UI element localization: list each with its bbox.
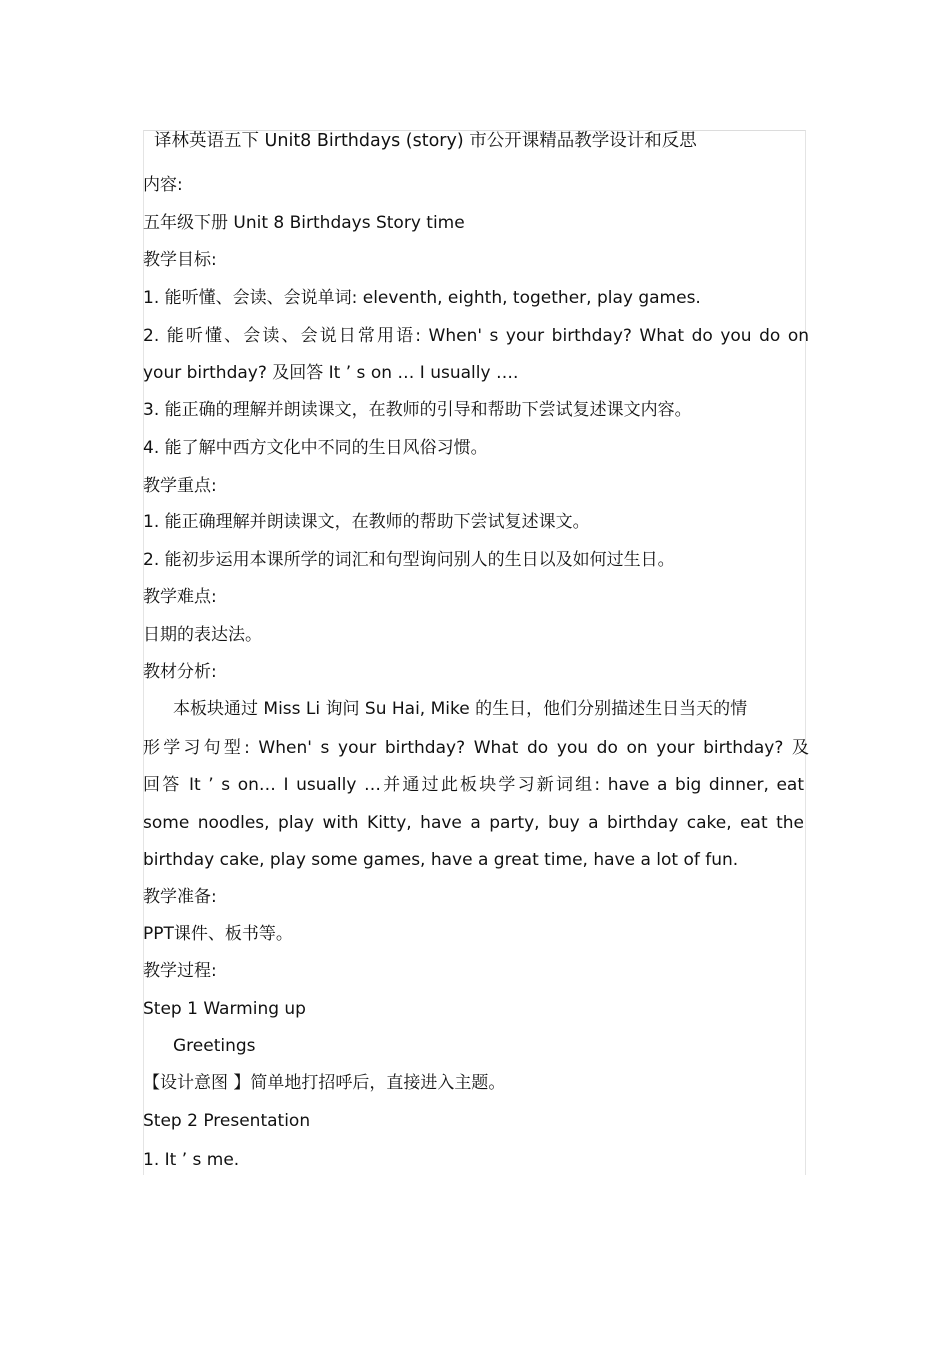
step2-item-1: 1. It ’ s me. (143, 1150, 240, 1170)
objective-item-3: 3. 能正确的理解并朗读课文，在教师的引导和帮助下尝试复述课文内容。 (143, 400, 692, 420)
process-label: 教学过程: (143, 961, 217, 981)
step1-heading: Step 1 Warming up (143, 999, 306, 1019)
objective-item-4: 4. 能了解中西方文化中不同的生日风俗习惯。 (143, 438, 488, 458)
objective-item-1: 1. 能听懂、会读、会说单词: eleventh, eighth, together, play games. (143, 288, 701, 308)
key-point-item-2: 2. 能初步运用本课所学的词汇和句型询问别人的生日以及如何过生日。 (143, 550, 675, 570)
difficulty-text: 日期的表达法。 (143, 625, 262, 645)
analysis-line-5: birthday cake, play some games, have a great time, have a lot of fun. (143, 850, 739, 870)
analysis-line-1: 本板块通过 Miss Li 询问 Su Hai, Mike 的生日，他们分别描述生日当天的情 (173, 699, 748, 719)
step2-heading: Step 2 Presentation (143, 1111, 311, 1131)
objective-item-2: 2. 能听懂、会读、会说日常用语: When' s your birthday? What do you do on (143, 326, 809, 346)
content-label: 内容: (143, 175, 183, 195)
key-point-item-1: 1. 能正确理解并朗读课文，在教师的帮助下尝试复述课文。 (143, 512, 590, 532)
objective-item-2-cont: your birthday? 及回答 It ’ s on … I usually …. (143, 363, 519, 383)
key-points-label: 教学重点: (143, 476, 217, 496)
analysis-line-3: 回答 It ’ s on… I usually …并通过此板块学习新词组: have a big dinner, eat (143, 775, 804, 795)
document-title: 译林英语五下 Unit8 Birthdays (story) 市公开课精品教学设计和反思 (154, 131, 697, 151)
analysis-line-2: 形学习句型: When' s your birthday? What do you do on your birthday? 及 (143, 738, 809, 758)
difficulty-label: 教学难点: (143, 587, 217, 607)
analysis-line-4: some noodles, play with Kitty, have a party, buy a birthday cake, eat the (143, 813, 804, 833)
design-intent: 【设计意图 】简单地打招呼后，直接进入主题。 (143, 1073, 506, 1093)
greetings-text: Greetings (173, 1036, 256, 1056)
prep-label: 教学准备: (143, 887, 217, 907)
analysis-label: 教材分析: (143, 662, 217, 682)
content-text: 五年级下册 Unit 8 Birthdays Story time (143, 213, 465, 233)
objectives-label: 教学目标: (143, 250, 217, 270)
prep-text: PPT课件、板书等。 (143, 924, 293, 944)
